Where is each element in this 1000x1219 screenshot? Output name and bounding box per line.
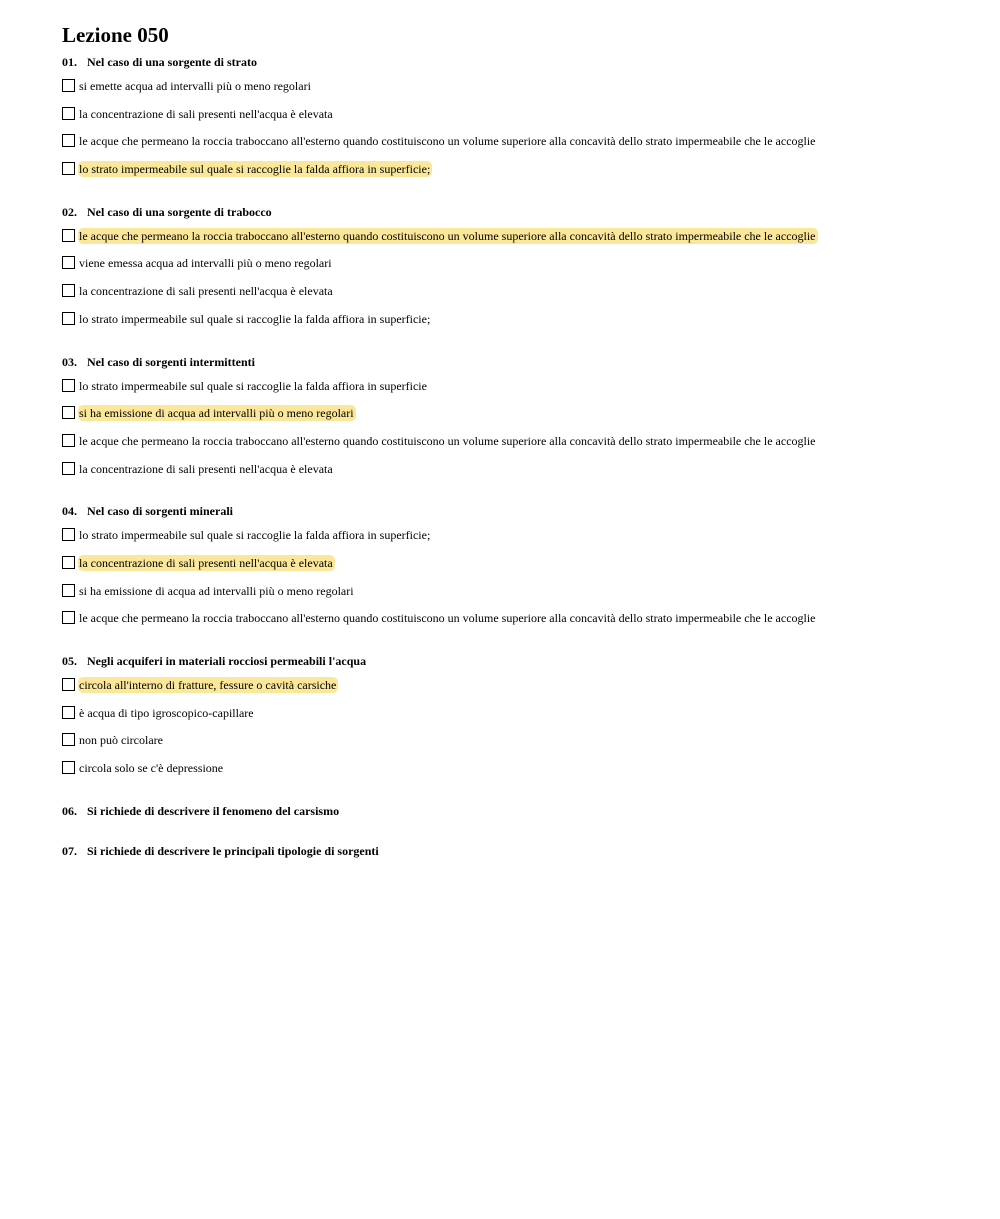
answer-text: le acque che permeano la roccia traboccano all'esterno quando costituiscono un volume superiore alla concavità dello strato impermeabile che le accoglie [79, 433, 816, 448]
answer-options [62, 78, 962, 189]
answer-text: si ha emissione di acqua ad intervalli più o meno regolari [79, 583, 354, 598]
answer-option[interactable] [62, 583, 962, 611]
question-3 [62, 352, 962, 489]
question-text: Nel caso di una sorgente di strato [87, 55, 257, 69]
answer-option[interactable] [62, 405, 962, 433]
question-4 [62, 501, 962, 638]
answer-checkbox[interactable] [62, 312, 75, 325]
answer-text: è acqua di tipo igroscopico-capillare [79, 705, 254, 720]
question-text: Si richiede di descrivere il fenomeno del carsismo [87, 803, 340, 818]
answer-text-highlighted: la concentrazione di sali presenti nell'acqua è elevata [79, 555, 333, 570]
document-page [62, 20, 962, 868]
answer-checkbox[interactable] [62, 379, 75, 392]
answer-checkbox[interactable] [62, 462, 75, 475]
answer-checkbox[interactable] [62, 611, 75, 624]
question-2 [62, 202, 962, 339]
answer-text: la concentrazione di sali presenti nell'acqua è elevata [79, 106, 333, 121]
question-number: 04. [62, 504, 77, 519]
question-number: 06. [62, 803, 77, 818]
answer-text: la concentrazione di sali presenti nell'acqua è elevata [79, 284, 333, 299]
answer-checkbox[interactable] [62, 134, 75, 147]
answer-checkbox[interactable] [62, 162, 75, 175]
answer-text: lo strato impermeabile sul quale si raccoglie la falda affiora in superficie; [79, 311, 431, 326]
question-text: Nel caso di sorgenti minerali [87, 504, 233, 519]
answer-checkbox[interactable] [62, 434, 75, 447]
answer-options [62, 228, 962, 339]
answer-option[interactable] [62, 228, 962, 256]
answer-checkbox[interactable] [62, 678, 75, 691]
answer-option[interactable] [62, 705, 962, 733]
question-text: Nel caso di sorgenti intermittenti [87, 354, 255, 369]
question-number: 07. [62, 843, 77, 858]
answer-option[interactable] [62, 461, 962, 489]
answer-checkbox[interactable] [62, 107, 75, 120]
answer-option[interactable] [62, 760, 962, 788]
question-heading [62, 352, 962, 378]
answer-option[interactable] [62, 732, 962, 760]
answer-option[interactable] [62, 527, 962, 555]
answer-options [62, 378, 962, 489]
answer-option[interactable] [62, 677, 962, 705]
question-text: Nel caso di una sorgente di trabocco [87, 204, 272, 219]
answer-checkbox[interactable] [62, 284, 75, 297]
answer-text: lo strato impermeabile sul quale si raccoglie la falda affiora in superficie [79, 378, 427, 393]
answer-text: viene emessa acqua ad intervalli più o meno regolari [79, 256, 332, 271]
question-heading [62, 501, 962, 527]
answer-checkbox[interactable] [62, 556, 75, 569]
question-number: 02. [62, 204, 77, 219]
answer-option[interactable] [62, 133, 962, 161]
question-heading [62, 202, 962, 228]
answer-text: circola solo se c'è depressione [79, 761, 224, 776]
answer-option[interactable] [62, 555, 962, 583]
answer-checkbox[interactable] [62, 584, 75, 597]
answer-checkbox[interactable] [62, 406, 75, 419]
question-number: 05. [62, 654, 77, 668]
answer-checkbox[interactable] [62, 706, 75, 719]
answer-checkbox[interactable] [62, 528, 75, 541]
answer-option[interactable] [62, 161, 962, 189]
question-number: 03. [62, 354, 77, 369]
question-text: Negli acquiferi in materiali rocciosi permeabili l'acqua [87, 654, 367, 668]
answer-option[interactable] [62, 255, 962, 283]
question-heading [62, 801, 962, 828]
answer-text-highlighted: lo strato impermeabile sul quale si raccoglie la falda affiora in superficie; [79, 162, 431, 177]
question-heading [62, 52, 962, 78]
answer-checkbox[interactable] [62, 229, 75, 242]
answer-text: la concentrazione di sali presenti nell'acqua è elevata [79, 461, 333, 476]
question-5 [62, 651, 962, 788]
answer-text-highlighted: si ha emissione di acqua ad intervalli più o meno regolari [79, 406, 354, 421]
answer-option[interactable] [62, 78, 962, 106]
answer-option[interactable] [62, 106, 962, 134]
question-1 [62, 52, 962, 189]
answer-options [62, 527, 962, 638]
question-text: Si richiede di descrivere le principali tipologie di sorgenti [87, 843, 379, 858]
answer-checkbox[interactable] [62, 733, 75, 746]
answer-text: lo strato impermeabile sul quale si raccoglie la falda affiora in superficie; [79, 528, 431, 543]
question-number: 01. [62, 55, 77, 69]
answer-text: le acque che permeano la roccia traboccano all'esterno quando costituiscono un volume superiore alla concavità dello strato impermeabile che le accoglie [79, 611, 816, 626]
question-list [62, 52, 962, 868]
answer-text-highlighted: le acque che permeano la roccia traboccano all'esterno quando costituiscono un volume superiore alla concavità dello strato impermeabile che le accoglie [79, 228, 816, 243]
answer-option[interactable] [62, 610, 962, 638]
answer-options [62, 677, 962, 788]
answer-text: le acque che permeano la roccia traboccano all'esterno quando costituiscono un volume superiore alla concavità dello strato impermeabile che le accoglie [79, 134, 816, 149]
question-6 [62, 801, 962, 828]
question-heading [62, 841, 962, 868]
answer-option[interactable] [62, 283, 962, 311]
answer-checkbox[interactable] [62, 761, 75, 774]
question-7 [62, 841, 962, 868]
lesson-title: Lezione 050 [62, 23, 169, 47]
answer-checkbox[interactable] [62, 79, 75, 92]
answer-option[interactable] [62, 378, 962, 406]
answer-checkbox[interactable] [62, 256, 75, 269]
answer-option[interactable] [62, 311, 962, 339]
answer-option[interactable] [62, 433, 962, 461]
question-heading [62, 651, 962, 677]
answer-text: si emette acqua ad intervalli più o meno regolari [79, 79, 311, 93]
answer-text: non può circolare [79, 733, 163, 748]
answer-text-highlighted: circola all'interno di fratture, fessure o cavità carsiche [79, 678, 337, 692]
